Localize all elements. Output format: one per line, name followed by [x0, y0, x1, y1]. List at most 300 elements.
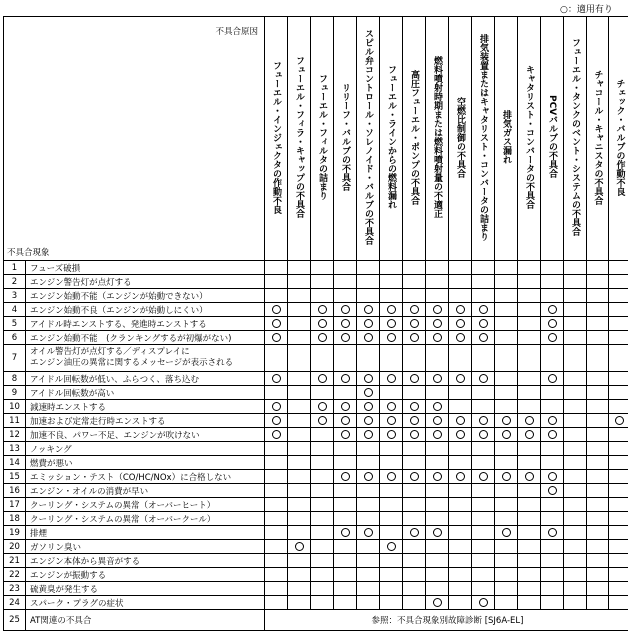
matrix-cell: [288, 456, 311, 470]
symptom-label: 硫黄臭が発生する: [26, 582, 265, 596]
matrix-cell: [426, 386, 449, 400]
matrix-cell: [426, 317, 449, 331]
applicable-mark: [479, 333, 488, 342]
symptom-label: エンジン始動不良（エンジンが始動しにくい）: [26, 303, 265, 317]
symptom-label: フューズ破損: [26, 261, 265, 275]
matrix-cell: [380, 317, 403, 331]
symptom-label: スパーク・プラグの症状: [26, 596, 265, 610]
applicable-mark: [479, 472, 488, 481]
matrix-cell: [609, 386, 628, 400]
matrix-cell: [265, 331, 288, 345]
applicable-mark: [502, 416, 511, 425]
matrix-cell: [288, 303, 311, 317]
matrix-cell: [311, 400, 334, 414]
applicable-mark: [410, 333, 419, 342]
matrix-cell: [265, 345, 288, 372]
matrix-cell: [426, 331, 449, 345]
matrix-cell: [449, 498, 472, 512]
matrix-cell: [426, 568, 449, 582]
matrix-cell: [472, 442, 495, 456]
matrix-cell: [380, 261, 403, 275]
symptom-number: 16: [4, 484, 26, 498]
matrix-cell: [472, 317, 495, 331]
matrix-cell: [518, 596, 541, 610]
matrix-cell: [472, 331, 495, 345]
matrix-cell: [357, 275, 380, 289]
matrix-cell: [518, 456, 541, 470]
applicable-mark: [341, 319, 350, 328]
cause-label: 空燃比制御の不具合: [455, 96, 465, 178]
symptom-number: 1: [4, 261, 26, 275]
symptom-number: 5: [4, 317, 26, 331]
matrix-cell: [449, 568, 472, 582]
matrix-cell: [587, 512, 609, 526]
matrix-cell: [311, 428, 334, 442]
matrix-cell: [403, 414, 426, 428]
applicable-mark: [318, 402, 327, 411]
matrix-cell: [564, 442, 587, 456]
matrix-cell: [403, 400, 426, 414]
matrix-cell: [288, 596, 311, 610]
applicable-mark: [548, 319, 557, 328]
matrix-cell: [541, 331, 564, 345]
applicable-mark: [364, 528, 373, 537]
matrix-cell: [357, 498, 380, 512]
symptom-number: 12: [4, 428, 26, 442]
matrix-cell: [449, 470, 472, 484]
matrix-cell: [288, 331, 311, 345]
matrix-cell: [495, 428, 518, 442]
applicable-mark: [341, 305, 350, 314]
matrix-cell: [357, 470, 380, 484]
matrix-cell: [518, 526, 541, 540]
matrix-cell: [403, 275, 426, 289]
matrix-cell: [472, 400, 495, 414]
cause-axis-label: 不具合原因: [215, 27, 258, 37]
applicable-mark: [548, 430, 557, 439]
matrix-cell: [334, 400, 357, 414]
matrix-cell: [449, 261, 472, 275]
symptom-number: 11: [4, 414, 26, 428]
matrix-cell: [495, 568, 518, 582]
symptom-label: エンジン警告灯が点灯する: [26, 275, 265, 289]
matrix-cell: [495, 526, 518, 540]
symptom-axis-label: 不具合現象: [7, 248, 50, 258]
symptom-label: アイドル回転数が低い、ふらつく、落ち込む: [26, 372, 265, 386]
matrix-cell: [495, 442, 518, 456]
matrix-cell: [426, 442, 449, 456]
matrix-cell: [311, 512, 334, 526]
matrix-cell: [609, 554, 628, 568]
matrix-cell: [265, 484, 288, 498]
matrix-cell: [403, 526, 426, 540]
matrix-cell: [426, 303, 449, 317]
applicable-mark: [341, 402, 350, 411]
applicable-mark: [548, 416, 557, 425]
matrix-cell: [449, 526, 472, 540]
matrix-cell: [380, 582, 403, 596]
matrix-cell: [426, 456, 449, 470]
matrix-cell: [587, 400, 609, 414]
cause-header: [518, 17, 541, 261]
symptom-label: 燃費が悪い: [26, 456, 265, 470]
symptom-row: [4, 540, 628, 554]
matrix-cell: [495, 596, 518, 610]
applicable-mark: [433, 416, 442, 425]
matrix-cell: [288, 498, 311, 512]
matrix-cell: [334, 484, 357, 498]
matrix-cell: [609, 345, 628, 372]
matrix-cell: [357, 400, 380, 414]
matrix-cell: [541, 303, 564, 317]
symptom-row: [4, 372, 628, 386]
matrix-cell: [609, 289, 628, 303]
symptom-row: [4, 526, 628, 540]
matrix-cell: [426, 261, 449, 275]
matrix-cell: [380, 484, 403, 498]
matrix-cell: [380, 568, 403, 582]
matrix-cell: [357, 526, 380, 540]
matrix-cell: [564, 484, 587, 498]
applicable-mark: [479, 305, 488, 314]
cause-header: [564, 17, 587, 261]
matrix-cell: [403, 289, 426, 303]
matrix-cell: [518, 400, 541, 414]
matrix-cell: [564, 540, 587, 554]
matrix-cell: [311, 372, 334, 386]
applicable-mark: [364, 430, 373, 439]
symptom-row: [4, 428, 628, 442]
matrix-cell: [380, 554, 403, 568]
matrix-cell: [564, 428, 587, 442]
symptom-row: [4, 317, 628, 331]
matrix-cell: [518, 317, 541, 331]
applicable-mark: [272, 402, 281, 411]
matrix-cell: [449, 372, 472, 386]
matrix-cell: [334, 540, 357, 554]
matrix-cell: [495, 331, 518, 345]
matrix-cell: [311, 582, 334, 596]
matrix-cell: [403, 456, 426, 470]
cause-header: [426, 17, 449, 261]
matrix-cell: [541, 470, 564, 484]
symptom-label: クーリング・システムの異常（オーバークール）: [26, 512, 265, 526]
matrix-cell: [288, 568, 311, 582]
matrix-cell: [380, 428, 403, 442]
symptom-row: [4, 442, 628, 456]
matrix-cell: [609, 414, 628, 428]
matrix-cell: [403, 498, 426, 512]
matrix-cell: [265, 540, 288, 554]
applicable-mark: [433, 333, 442, 342]
applicable-mark: [410, 416, 419, 425]
applicable-mark: [548, 528, 557, 537]
matrix-cell: [288, 428, 311, 442]
matrix-cell: [265, 372, 288, 386]
symptom-label: エンジン始動不能 (クランキングするが初爆がない): [26, 331, 265, 345]
applicable-mark: [387, 305, 396, 314]
matrix-cell: [541, 442, 564, 456]
matrix-cell: [472, 470, 495, 484]
matrix-cell: [609, 512, 628, 526]
applicable-mark: [364, 472, 373, 481]
matrix-cell: [564, 568, 587, 582]
applicable-mark: [410, 374, 419, 383]
matrix-cell: [518, 386, 541, 400]
symptom-label: AT関連の不具合: [26, 610, 265, 631]
applicable-mark: [410, 528, 419, 537]
matrix-cell: [541, 498, 564, 512]
matrix-cell: [541, 345, 564, 372]
matrix-cell: [357, 442, 380, 456]
applicable-mark: [548, 486, 557, 495]
matrix-cell: [288, 289, 311, 303]
cause-header: [495, 17, 518, 261]
symptom-row: [4, 568, 628, 582]
matrix-cell: [426, 554, 449, 568]
matrix-cell: [426, 526, 449, 540]
matrix-cell: [403, 372, 426, 386]
matrix-cell: [564, 470, 587, 484]
matrix-cell: [311, 303, 334, 317]
applicable-mark: [548, 333, 557, 342]
matrix-cell: [311, 275, 334, 289]
matrix-cell: [380, 345, 403, 372]
matrix-cell: [472, 582, 495, 596]
matrix-cell: [609, 484, 628, 498]
symptom-number: 21: [4, 554, 26, 568]
applicable-mark: [479, 319, 488, 328]
matrix-cell: [357, 554, 380, 568]
applicable-mark: [387, 319, 396, 328]
matrix-cell: [265, 428, 288, 442]
matrix-cell: [495, 400, 518, 414]
applicable-mark: [410, 305, 419, 314]
matrix-cell: [334, 331, 357, 345]
matrix-cell: [518, 540, 541, 554]
matrix-cell: [587, 554, 609, 568]
applicable-mark: [364, 305, 373, 314]
matrix-cell: [288, 414, 311, 428]
applicable-mark: [433, 305, 442, 314]
matrix-cell: [311, 540, 334, 554]
symptom-number: 10: [4, 400, 26, 414]
symptom-label: オイル警告灯が点灯する／ディスプレイに エンジン油圧の異常に関するメッセージが表示される: [26, 345, 265, 372]
applicable-mark: [364, 402, 373, 411]
symptom-label: エミッション・テスト（CO/HC/NOx）に合格しない: [26, 470, 265, 484]
matrix-cell: [265, 582, 288, 596]
matrix-cell: [334, 261, 357, 275]
matrix-cell: [311, 345, 334, 372]
applicable-mark: [456, 430, 465, 439]
matrix-cell: [587, 428, 609, 442]
symptom-row: [4, 414, 628, 428]
matrix-cell: [449, 484, 472, 498]
matrix-cell: [311, 317, 334, 331]
matrix-cell: [403, 470, 426, 484]
applicable-mark: [272, 416, 281, 425]
matrix-cell: [357, 303, 380, 317]
matrix-cell: [541, 512, 564, 526]
applicable-mark: [272, 430, 281, 439]
symptom-row: [4, 331, 628, 345]
matrix-cell: [426, 540, 449, 554]
symptom-number: 20: [4, 540, 26, 554]
matrix-cell: [518, 442, 541, 456]
matrix-cell: [265, 261, 288, 275]
matrix-cell: [472, 526, 495, 540]
matrix-cell: [609, 428, 628, 442]
cause-header: [334, 17, 357, 261]
matrix-cell: [541, 540, 564, 554]
matrix-cell: [587, 345, 609, 372]
matrix-cell: [311, 414, 334, 428]
matrix-cell: [334, 303, 357, 317]
matrix-cell: [541, 289, 564, 303]
matrix-cell: [449, 289, 472, 303]
cause-header: [449, 17, 472, 261]
corner-cell: [4, 17, 265, 261]
matrix-cell: [495, 261, 518, 275]
cause-header: [541, 17, 564, 261]
applicable-mark: [456, 319, 465, 328]
matrix-cell: [380, 442, 403, 456]
matrix-cell: [311, 289, 334, 303]
symptom-number: 18: [4, 512, 26, 526]
symptom-number: 7: [4, 345, 26, 372]
matrix-cell: [380, 470, 403, 484]
symptom-number: 25: [4, 610, 26, 631]
matrix-cell: [609, 400, 628, 414]
matrix-cell: [495, 303, 518, 317]
diagnosis-matrix: [3, 16, 628, 631]
matrix-cell: [334, 498, 357, 512]
matrix-cell: [495, 554, 518, 568]
matrix-cell: [380, 540, 403, 554]
matrix-cell: [518, 512, 541, 526]
matrix-cell: [311, 386, 334, 400]
matrix-cell: [609, 540, 628, 554]
matrix-cell: [518, 582, 541, 596]
matrix-cell: [334, 456, 357, 470]
cause-label: 排気装置またはキャタリスト・コンバータの詰まり: [478, 33, 488, 241]
matrix-cell: [518, 414, 541, 428]
applicable-mark: [341, 430, 350, 439]
matrix-cell: [449, 582, 472, 596]
matrix-cell: [587, 456, 609, 470]
matrix-cell: [472, 484, 495, 498]
matrix-cell: [587, 582, 609, 596]
matrix-cell: [609, 456, 628, 470]
symptom-label: クーリング・システムの異常（オーバーヒート）: [26, 498, 265, 512]
symptom-label: 排煙: [26, 526, 265, 540]
matrix-cell: [380, 386, 403, 400]
matrix-cell: [357, 512, 380, 526]
cause-label: キャタリスト・コンバータの不具合: [524, 65, 534, 209]
applicable-mark: [548, 305, 557, 314]
symptom-row: [4, 386, 628, 400]
matrix-cell: [449, 414, 472, 428]
symptom-row: [4, 400, 628, 414]
applicable-mark: [364, 319, 373, 328]
matrix-cell: [587, 540, 609, 554]
matrix-cell: [334, 596, 357, 610]
matrix-cell: [426, 289, 449, 303]
matrix-cell: [288, 470, 311, 484]
matrix-cell: [265, 317, 288, 331]
symptom-row: [4, 303, 628, 317]
matrix-cell: [288, 261, 311, 275]
matrix-cell: [334, 345, 357, 372]
matrix-cell: [334, 582, 357, 596]
matrix-cell: [472, 261, 495, 275]
applicable-mark: [318, 305, 327, 314]
applicable-mark: [410, 402, 419, 411]
matrix-cell: [288, 484, 311, 498]
matrix-cell: [472, 345, 495, 372]
legend: ○：適用有り: [560, 5, 613, 15]
matrix-cell: [518, 303, 541, 317]
matrix-cell: [380, 289, 403, 303]
matrix-cell: [541, 275, 564, 289]
cause-label: フューエル・ラインからの燃料漏れ: [386, 65, 396, 209]
symptom-number: 13: [4, 442, 26, 456]
symptom-number: 22: [4, 568, 26, 582]
applicable-mark: [502, 430, 511, 439]
symptom-label: エンジン始動不能（エンジンが始動できない）: [26, 289, 265, 303]
symptom-label: 加速不良、パワー不足、エンジンが吹けない: [26, 428, 265, 442]
symptom-label: ガソリン臭い: [26, 540, 265, 554]
matrix-cell: [495, 317, 518, 331]
matrix-cell: [380, 303, 403, 317]
matrix-cell: [265, 498, 288, 512]
applicable-mark: [479, 374, 488, 383]
applicable-mark: [525, 430, 534, 439]
applicable-mark: [318, 333, 327, 342]
matrix-cell: [564, 275, 587, 289]
matrix-cell: [518, 372, 541, 386]
matrix-cell: [541, 317, 564, 331]
matrix-cell: [265, 526, 288, 540]
matrix-cell: [403, 345, 426, 372]
matrix-cell: [564, 317, 587, 331]
matrix-cell: [609, 275, 628, 289]
cause-label: フューエル・タンクのベント・システムの不具合: [570, 38, 580, 236]
matrix-cell: [265, 442, 288, 456]
cause-label: フューエル・インジェクタの作動不良: [271, 60, 281, 214]
matrix-cell: [564, 498, 587, 512]
matrix-cell: [472, 540, 495, 554]
applicable-mark: [502, 528, 511, 537]
matrix-cell: [265, 554, 288, 568]
cause-label: 排気ガス漏れ: [501, 110, 511, 164]
matrix-cell: [288, 512, 311, 526]
matrix-cell: [587, 442, 609, 456]
matrix-cell: [334, 442, 357, 456]
symptom-number: 14: [4, 456, 26, 470]
matrix-cell: [288, 386, 311, 400]
matrix-cell: [541, 386, 564, 400]
matrix-cell: [403, 317, 426, 331]
applicable-mark: [433, 374, 442, 383]
applicable-mark: [272, 305, 281, 314]
applicable-mark: [525, 472, 534, 481]
applicable-mark: [318, 319, 327, 328]
matrix-cell: [311, 526, 334, 540]
cause-header: [288, 17, 311, 261]
symptom-label: 減速時エンストする: [26, 400, 265, 414]
symptom-number: 2: [4, 275, 26, 289]
